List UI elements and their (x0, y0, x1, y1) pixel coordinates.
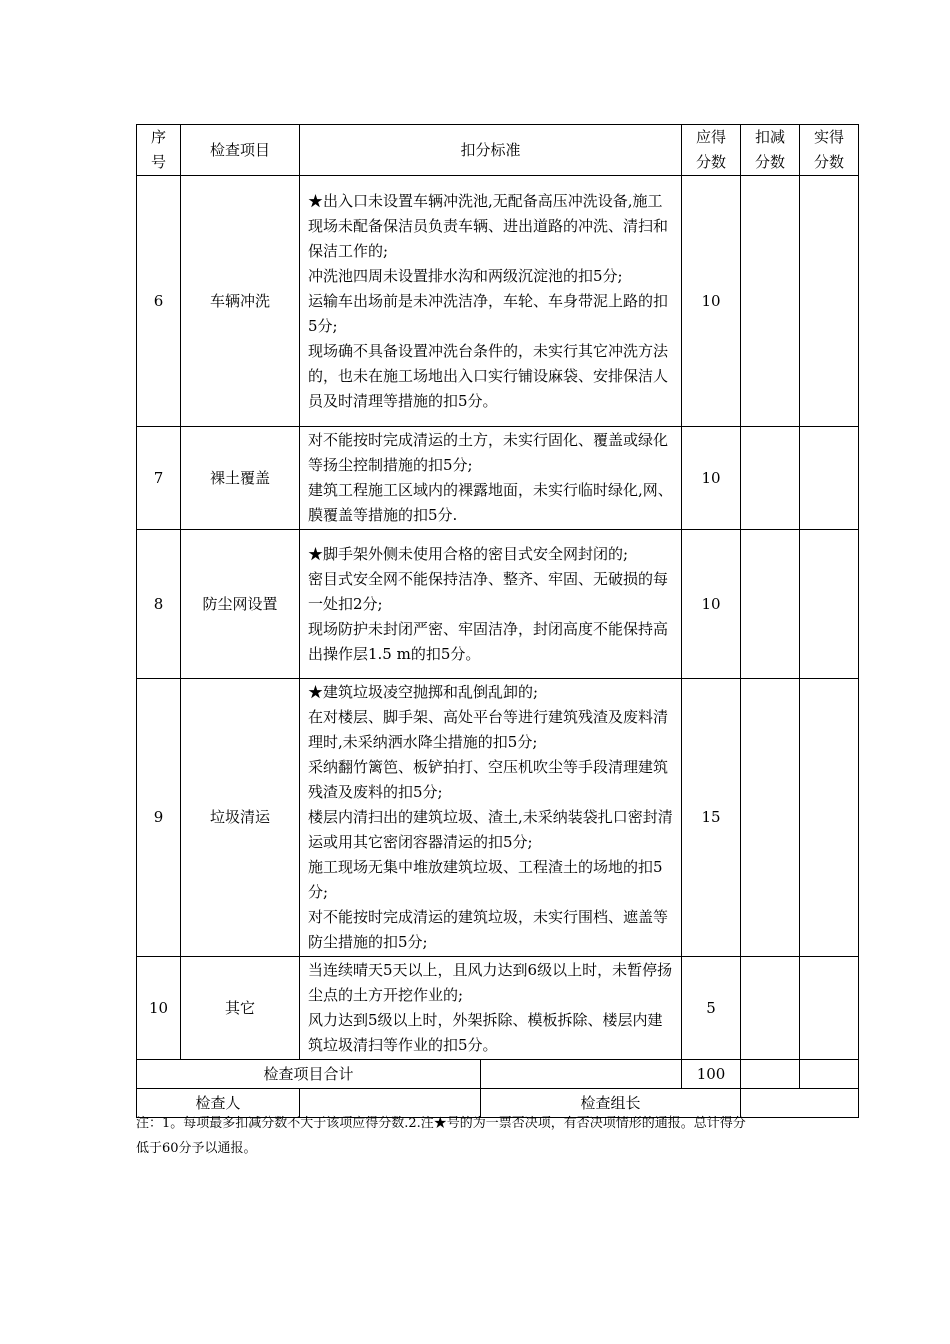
total-due: 100 (682, 1060, 741, 1089)
criteria-line: 建筑工程施工区域内的裸露地面，未实行临时绿化,网、膜覆盖等措施的扣5分. (308, 481, 673, 524)
row-seq: 9 (137, 679, 181, 957)
row-actual[interactable] (800, 427, 859, 530)
footnote (136, 1111, 836, 1161)
row-seq: 8 (137, 530, 181, 679)
header-due: 应得分数 (682, 125, 741, 176)
criteria-line: 密目式安全网不能保持洁净、整齐、牢固、无破损的每一处扣2分; (308, 569, 669, 613)
table-row (137, 427, 859, 530)
footnote-line: 注：1。每项最多扣减分数不大于该项应得分数.2.注★号的为一票否决项，有否决项情形的通报。总计得分 (136, 1116, 746, 1131)
criteria-line: 楼层内清扫出的建筑垃圾、渣土,未采纳装袋扎口密封清运或用其它密闭容器清运的扣5分; (308, 808, 673, 851)
criteria-line: 施工现场无集中堆放建筑垃圾、工程渣土的场地的扣5分; (308, 858, 663, 901)
leader-label: 检查组长 (481, 1089, 741, 1118)
row-due: 15 (682, 679, 741, 957)
total-deduct[interactable] (741, 1060, 800, 1089)
row-deduct[interactable] (741, 427, 800, 530)
inspector-label: 检查人 (137, 1089, 300, 1118)
header-item: 检查项目 (181, 125, 300, 176)
row-item: 垃圾清运 (181, 679, 300, 957)
row-due: 10 (682, 176, 741, 427)
criteria-line: 在对楼层、脚手架、高处平台等进行建筑残渣及废料清理时,未采纳洒水降尘措施的扣5分; (308, 708, 669, 751)
row-criteria (300, 679, 682, 957)
row-item: 裸土覆盖 (181, 427, 300, 530)
row-seq: 6 (137, 176, 181, 427)
criteria-line: 当连续晴天5天以上，且风力达到6级以上时，未暂停扬尘点的土方开挖作业的; (308, 961, 673, 1004)
criteria-line: 运输车出场前是未冲洗洁净，车轮、车身带泥上路的扣5分; (308, 291, 669, 335)
table-row (137, 957, 859, 1060)
total-actual[interactable] (800, 1060, 859, 1089)
row-criteria (300, 176, 682, 427)
row-item: 车辆冲洗 (181, 176, 300, 427)
row-deduct[interactable] (741, 957, 800, 1060)
row-deduct[interactable] (741, 679, 800, 957)
row-criteria (300, 957, 682, 1060)
row-actual[interactable] (800, 957, 859, 1060)
header-criteria: 扣分标准 (300, 125, 682, 176)
criteria-line: ★出入口未设置车辆冲洗池,无配备高压冲洗设备,施工现场未配备保洁员负责车辆、进出道路的冲洗、清扫和保洁工作的; (308, 191, 669, 260)
criteria-line: 现场防护未封闭严密、牢固洁净，封闭高度不能保持高出操作层1.5 m的扣5分。 (308, 619, 669, 663)
criteria-line: 对不能按时完成清运的土方，未实行固化、覆盖或绿化等扬尘控制措施的扣5分; (308, 431, 669, 474)
row-seq: 7 (137, 427, 181, 530)
criteria-line: ★脚手架外侧未使用合格的密目式安全网封闭的; (308, 544, 629, 563)
row-due: 5 (682, 957, 741, 1060)
total-blank (481, 1060, 682, 1089)
criteria-line: 现场确不具备设置冲洗台条件的，未实行其它冲洗方法的，也未在施工场地出入口实行铺设麻袋、安排保洁人员及时清理等措施的扣5分。 (308, 341, 669, 410)
row-criteria (300, 530, 682, 679)
header-seq: 序号 (137, 125, 181, 176)
row-due: 10 (682, 530, 741, 679)
row-actual[interactable] (800, 176, 859, 427)
header-actual: 实得分数 (800, 125, 859, 176)
criteria-line: ★建筑垃圾凌空抛掷和乱倒乱卸的; (308, 683, 539, 701)
total-label: 检查项目合计 (137, 1060, 481, 1089)
criteria-line: 采纳翻竹篱笆、板铲拍打、空压机吹尘等手段清理建筑残渣及废料的扣5分; (308, 758, 669, 801)
criteria-line: 对不能按时完成清运的建筑垃圾，未实行围档、遮盖等防尘措施的扣5分; (308, 908, 669, 951)
row-actual[interactable] (800, 530, 859, 679)
header-row (137, 125, 859, 176)
row-seq: 10 (137, 957, 181, 1060)
table-row (137, 530, 859, 679)
row-deduct[interactable] (741, 530, 800, 679)
row-deduct[interactable] (741, 176, 800, 427)
row-criteria (300, 427, 682, 530)
footnote-line: 低于60分予以通报。 (136, 1141, 257, 1156)
criteria-line: 冲洗池四周未设置排水沟和两级沉淀池的扣5分; (308, 266, 623, 285)
row-due: 10 (682, 427, 741, 530)
row-item: 其它 (181, 957, 300, 1060)
total-row (137, 1060, 859, 1089)
row-item: 防尘网设置 (181, 530, 300, 679)
inspection-table (136, 124, 859, 1118)
row-actual[interactable] (800, 679, 859, 957)
table-row (137, 176, 859, 427)
header-deduct: 扣减分数 (741, 125, 800, 176)
criteria-line: 风力达到5级以上时，外架拆除、模板拆除、楼层内建筑垃圾清扫等作业的扣5分。 (308, 1011, 663, 1054)
table-row (137, 679, 859, 957)
